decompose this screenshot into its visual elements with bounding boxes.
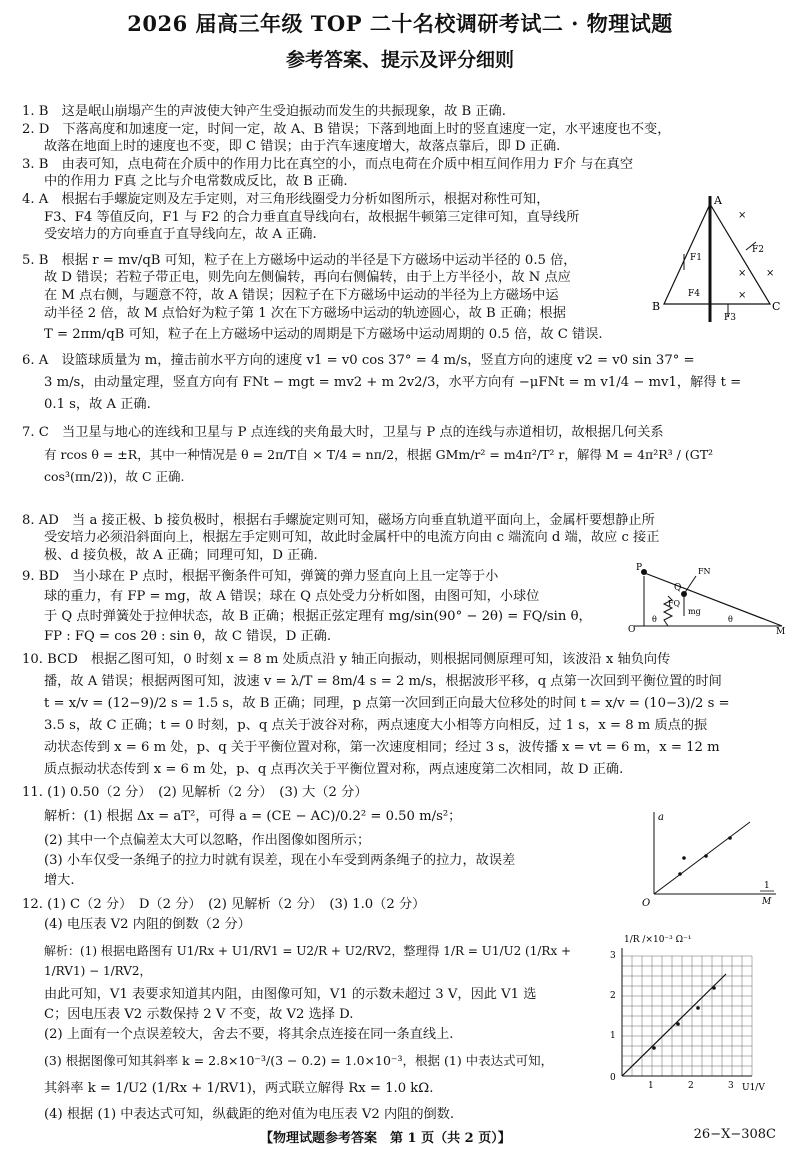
text-line: 0.1 s，故 A 正确. — [44, 396, 151, 412]
answer-q9 — [22, 567, 612, 647]
text-line: 质点振动状态传到 x = 6 m 处，p、q 点再次关于平衡位置对称，两点速度第二次相同，故 D 正确. — [44, 761, 624, 777]
label-theta: θ — [652, 615, 657, 624]
answer-q5-cont — [22, 326, 782, 344]
axis-label-y: 1/R /×10⁻³ Ω⁻¹ — [624, 935, 692, 945]
label-fn: FN — [698, 567, 711, 576]
page-title: 2026 届高三年级 TOP 二十名校调研考试二 · 物理试题 — [127, 11, 673, 36]
answer-q8 — [22, 512, 782, 565]
text-line: 动状态传到 x = 6 m 处，p、q 关于平衡位置对称，第一次速度相同；经过 3 s，波传播 x = vt = 6 m，x = 12 m — [44, 739, 720, 755]
text-line: 故落在地面上时的速度也不变，即 C 错误；由于汽车速度增大，故落点靠后，即 D 正确. — [44, 139, 561, 155]
axis-label-x-den: M — [762, 897, 772, 907]
x-mark: × — [766, 268, 775, 279]
x-tick: 3 — [728, 1081, 734, 1091]
y-tick: 2 — [610, 991, 616, 1001]
text-line: 故 D 错误；若粒子带正电，则先向左侧偏转，再向右侧偏转，由于上方半径小，故 N 点应 — [44, 270, 571, 286]
axis-label-y: a — [658, 812, 664, 823]
answer-q6 — [22, 350, 782, 416]
answer-q1 — [22, 103, 782, 121]
x-mark: × — [738, 268, 747, 279]
answer-q4 — [22, 191, 622, 244]
label-fq: FQ — [668, 599, 681, 608]
text-line: 10. BCD 根据乙图可知，0 时刻 x = 8 m 处质点沿 y 轴正向振动，则根据同侧原理可知，该波沿 x 轴负向传 — [22, 651, 671, 667]
text-line: 有 rcos θ = ±R，其中一种情况是 θ = 2π/T自 × T/4 = nπ/2，根据 GMm/r² = m4π²/T² r，解得 M = 4π²R³ / (GT² cos³(πn/2))，故 C 正确. — [44, 446, 714, 484]
label-a: A — [714, 194, 722, 207]
label-q: Q — [674, 583, 682, 593]
text-line: 极、d 接负极，故 A 正确；同理可知，D 正确. — [44, 547, 318, 563]
text-line: F3、F4 等值反向，F1 与 F2 的合力垂直直导线向右，故根据牛顿第三定律可知，直导线所 — [44, 209, 580, 225]
text-line: 于 Q 点时弹簧处于拉伸状态，故 B 正确；根据正弦定理有 mg/sin(90° − 2θ) = FQ/sin θ， — [44, 608, 592, 624]
text-line: C；因电压表 V2 示数保持 2 V 不变，故 V2 选择 D. — [44, 1006, 354, 1022]
text-line: 增大. — [44, 872, 75, 888]
text-line: 6. A 设篮球质量为 m，撞击前水平方向的速度 v1 = v0 cos 37° = 4 m/s，竖直方向的速度 v2 = v0 sin 37° = — [22, 352, 695, 368]
text-line: 4. A 根据右手螺旋定则及左手定则，对三角形线圈受力分析如图所示，根据对称性可知， — [22, 191, 550, 207]
text-line: 在 M 点右侧，与题意不符，故 A 错误；因粒子在下方磁场中运动的半径为上方磁场中运 — [44, 287, 559, 303]
label-o: O — [628, 625, 636, 634]
x-mark: × — [738, 210, 747, 221]
label-b: B — [652, 300, 661, 313]
figure-q12-graph — [602, 930, 778, 1096]
footer-code: 26−X−308C — [693, 1127, 776, 1142]
text-line: 7. C 当卫星与地心的连线和卫星与 P 点连线的夹角最大时，卫星与 P 点的连线与赤道相切，故根据几何关系 — [22, 424, 664, 440]
axis-label-x-num: 1 — [764, 881, 770, 891]
text-line: 3 m/s，由动量定理，竖直方向有 FNt − mgt = mv2 + m 2v2/3，水平方向有 −μFNt = m v1/4 − mv1，解得 t = — [44, 374, 742, 390]
y-tick: 0 — [610, 1073, 616, 1083]
answer-q2 — [22, 121, 782, 156]
answer-q3 — [22, 156, 782, 191]
text-line: 12. (1) C（2 分） D（2 分） (2) 见解析（2 分） (3) 1.0（2 分） — [22, 896, 426, 912]
text-line: 其斜率 k = 1/U2 (1/Rx + 1/RV1)，两式联立解得 Rx = 1.0 kΩ. — [44, 1080, 434, 1096]
text-line: (4) 电压表 V2 内阻的倒数（2 分） — [44, 916, 251, 932]
y-tick: 3 — [610, 951, 616, 961]
text-line: 动半径 2 倍，故 M 点恰好为粒子第 1 次在下方磁场中运动的轨迹圆心，故 B 正确；根据 — [44, 305, 566, 321]
label-f1: F1 — [690, 253, 702, 263]
text-line: 1. B 这是岷山崩塌产生的声波使大钟产生受迫振动而发生的共振现象，故 B 正确. — [22, 104, 506, 119]
label-theta: θ — [728, 615, 733, 624]
answer-q11 — [22, 783, 622, 891]
text-line: 9. BD 当小球在 P 点时，根据平衡条件可知，弹簧的弹力竖直向上且一定等于小 — [22, 568, 499, 584]
answer-q12 — [22, 895, 602, 1125]
label-mg: mg — [688, 607, 701, 616]
text-line: 8. AD 当 a 接正极、b 接负极时，根据右手螺旋定则可知，磁场方向垂直轨道平面向上，金属杆要想静止所 — [22, 512, 655, 528]
text-line: t = x/v = (12−9)/2 s = 1.5 s，故 B 正确；同理，p 点第一次回到正向最大位移处的时间 t = x/v = (10−3)/2 s = — [44, 695, 730, 711]
text-line: 解析：(1) 根据电路图有 U1/Rx + U1/RV1 = U2/R + U2/RV2，整理得 1/R = U1/U2 (1/Rx + 1/RV1) − 1/RV2， — [44, 943, 572, 978]
text-line: 受安培力的方向垂直于直导线向左，故 A 正确. — [44, 227, 317, 243]
text-line: (2) 其中一个点偏差太大可以忽略，作出图像如图所示； — [44, 832, 371, 848]
text-line: (3) 根据图像可知其斜率 k = 2.8×10⁻³/(3 − 0.2) = 1.0×10⁻³，根据 (1) 中表达式可知， — [44, 1052, 554, 1068]
text-line: 由此可知，V1 表要求知道其内阻，由图像可知，V1 的示数未超过 3 V，因此 V1 选 — [44, 986, 537, 1002]
figure-q11-graph — [640, 808, 780, 912]
text-line: FP : FQ = cos 2θ : sin θ，故 C 错误，D 正确. — [44, 628, 332, 644]
page-subtitle: 参考答案、提示及评分细则 — [285, 49, 514, 71]
label-f2: F2 — [752, 245, 764, 255]
answer-q5 — [22, 252, 622, 322]
text-line: (2) 上面有一个点误差较大，舍去不要，将其余点连接在同一条直线上. — [44, 1026, 454, 1042]
text-line: 解析：(1) 根据 Δx = aT²，可得 a = (CE − AC)/0.2² = 0.50 m/s²； — [44, 808, 462, 824]
label-c: C — [772, 300, 781, 313]
x-tick: 1 — [648, 1081, 654, 1091]
text-line: 5. B 根据 r = mv/qB 可知，粒子在上方磁场中运动的半径是下方磁场中运动半径的 0.5 倍， — [22, 252, 577, 268]
text-line: 3.5 s，故 C 正确；t = 0 时刻，p、q 点关于波谷对称，两点速度大小相等方向相反，过 1 s，x = 8 m 质点的振 — [44, 717, 708, 733]
text-line: 11. (1) 0.50（2 分） (2) 见解析（2 分） (3) 大（2 分） — [22, 784, 368, 800]
text-line: (3) 小车仅受一条绳子的拉力时就有误差，现在小车受到两条绳子的拉力，故误差 — [44, 852, 516, 868]
x-mark: × — [738, 290, 747, 301]
text-line: 2. D 下落高度和加速度一定，时间一定，故 A、B 错误；下落到地面上时的竖直速度一定，水平速度也不变， — [22, 121, 671, 137]
x-tick: 2 — [688, 1081, 694, 1091]
figure-q4-triangle-coil — [648, 192, 788, 324]
footer-page-info: 【物理试题参考答案 第 1 页（共 2 页）】 — [260, 1131, 511, 1146]
text-line: 中的作用力 F真 之比与介电常数成反比，故 B 正确. — [44, 174, 348, 190]
text-line: T = 2πm/qB 可知，粒子在上方磁场中运动的周期是下方磁场中运动周期的 0.5 倍，故 C 错误. — [44, 327, 603, 343]
origin-label: O — [642, 898, 651, 909]
answer-q10 — [22, 649, 782, 781]
text-line: (4) 根据 (1) 中表达式可知，纵截距的绝对值为电压表 V2 内阻的倒数. — [44, 1106, 455, 1122]
text-line: 3. B 由表可知，点电荷在介质中的作用力比在真空的小，而点电荷在介质中相互间作用力 F介 与在真空 — [22, 156, 634, 172]
text-line: 球的重力，有 FP = mg，故 A 错误；球在 Q 点处受力分析如图，由图可知，小球位 — [44, 588, 540, 604]
text-line: 播，故 A 错误；根据两图可知，波速 v = λ/T = 8m/4 s = 2 m/s，根据波形平移，q 点第一次回到平衡位置的时间 — [44, 673, 722, 689]
label-f4: F4 — [688, 289, 700, 299]
figure-q9-incline-spring — [628, 560, 788, 634]
label-m: M — [776, 627, 786, 634]
y-tick: 1 — [610, 1031, 616, 1041]
answer-q7 — [22, 422, 782, 488]
text-line: 受安培力必须沿斜面向上，根据左手定则可知，故此时金属杆中的电流方向由 c 端流向 d 端，故应 c 接正 — [44, 530, 660, 546]
label-p: P — [636, 563, 643, 573]
label-f3: F3 — [724, 313, 736, 323]
axis-label-x: U1/V — [742, 1083, 765, 1093]
